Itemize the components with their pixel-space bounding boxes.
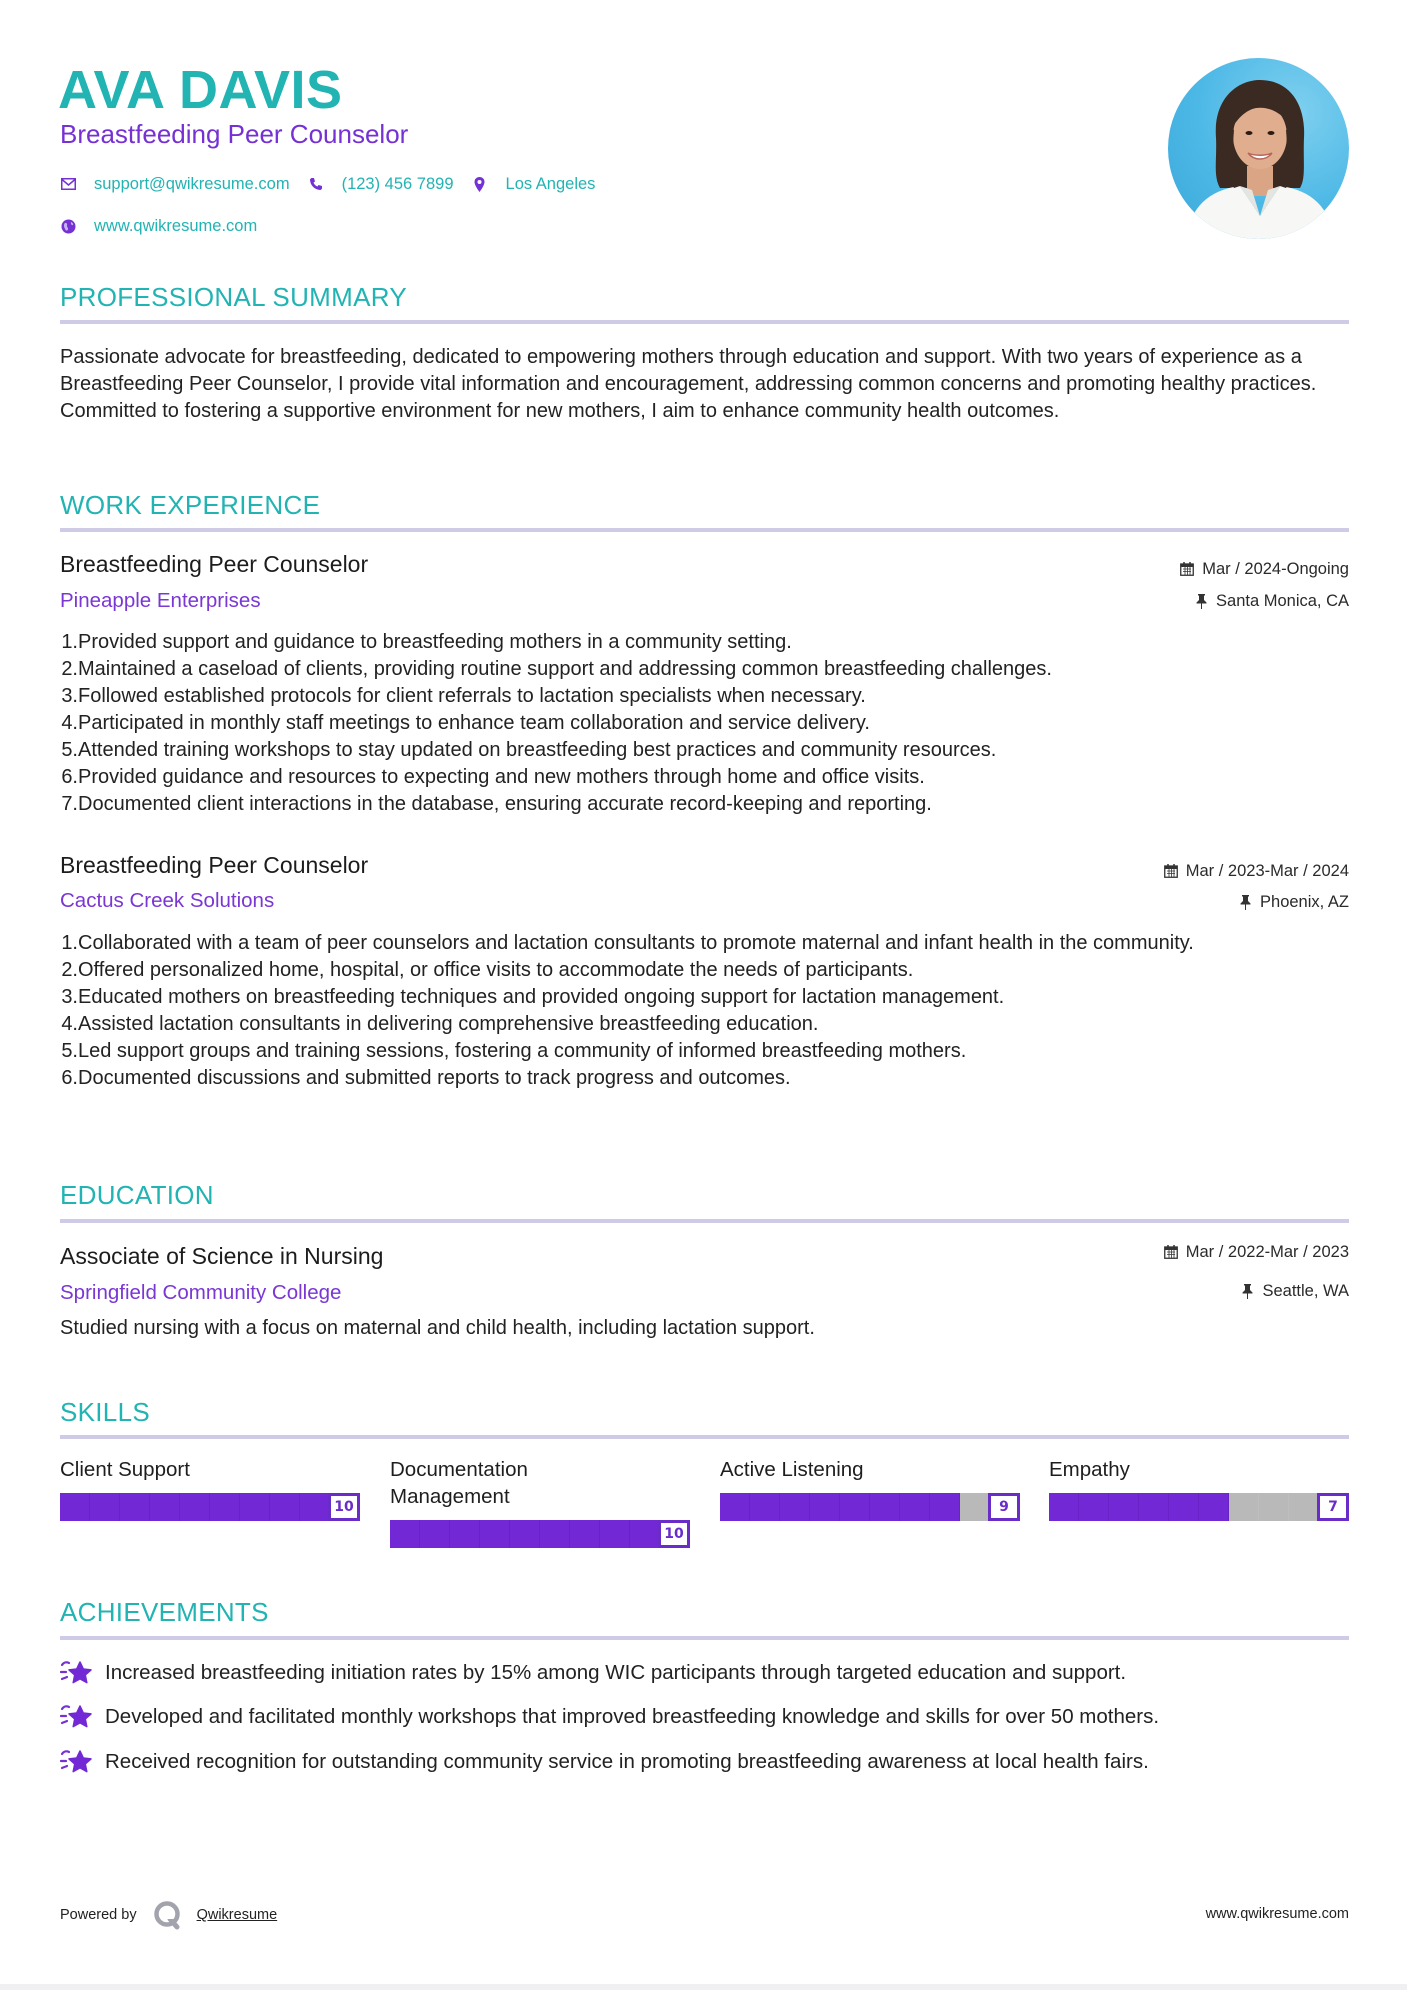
- job-dates-text: Mar / 2023-Mar / 2024: [1185, 862, 1349, 880]
- list-number: 6.: [61, 1067, 78, 1089]
- list-item: [60, 656, 1310, 683]
- job-dates-text: Mar / 2024-Ongoing: [1202, 560, 1349, 578]
- skill-bar-segment: [600, 1520, 630, 1548]
- skill-bar-segment: [180, 1493, 210, 1521]
- calendar-icon: [1164, 864, 1178, 879]
- qwikresume-logo-icon: [153, 1900, 183, 1930]
- skill-item: [1049, 1456, 1349, 1521]
- list-number: 5.: [61, 1040, 78, 1062]
- education-description: Studied nursing with a focus on maternal and child health, including lactation support.: [60, 1317, 815, 1339]
- list-number: 1.: [61, 932, 78, 954]
- contact-row-primary: [60, 173, 613, 195]
- contact-email-text: support@qwikresume.com: [94, 175, 290, 193]
- list-text: Offered personalized home, hospital, or office visits to accommodate the needs of participants.: [78, 959, 914, 981]
- list-item: [60, 764, 1310, 791]
- skill-rating-badge: 10: [328, 1493, 360, 1521]
- portrait-illustration: [1168, 58, 1349, 239]
- list-text: Assisted lactation consultants in delivering comprehensive breastfeeding education.: [78, 1013, 819, 1035]
- skill-bar-segment: [900, 1493, 930, 1521]
- list-number: 2.: [61, 658, 78, 680]
- candidate-name: AVA DAVIS: [58, 60, 343, 120]
- section-title-skills: SKILLS: [60, 1397, 150, 1427]
- skill-bar-segment: [840, 1493, 870, 1521]
- section-divider: [60, 320, 1349, 324]
- skill-bar-segment: [750, 1493, 780, 1521]
- contact-row-secondary: [60, 215, 275, 237]
- list-text: Participated in monthly staff meetings to enhance team collaboration and service delivery.: [78, 712, 870, 734]
- list-text: Followed established protocols for client referrals to lactation specialists when necessary.: [78, 685, 866, 707]
- skill-bar-segment: [510, 1520, 540, 1548]
- qwikresume-link[interactable]: Qwikresume: [196, 1907, 278, 1923]
- education-dates-text: Mar / 2022-Mar / 2023: [1185, 1243, 1349, 1261]
- achievement-text: Developed and facilitated monthly workshops that improved breastfeeding knowledge and skills for over 50 mothers.: [105, 1705, 1160, 1728]
- skill-bar-segment: [390, 1520, 420, 1548]
- summary-text: Passionate advocate for breastfeeding, dedicated to empowering mothers through education and support. With two years of experience as a Breastfeeding Peer Counselor, I provide vital information and encouragement, addressing common concerns and promoting healthy practices. Committed to fostering a supportive environment for new mothers, I aim to enhance community health outcomes.: [60, 346, 1317, 422]
- star-icon: [60, 1703, 92, 1731]
- skill-bar-segment: [570, 1520, 600, 1548]
- skill-bar-segment: [810, 1493, 840, 1521]
- skill-rating-bar: [720, 1493, 1020, 1521]
- education-location: [1240, 1280, 1349, 1302]
- skill-bar-segment: [1049, 1493, 1079, 1521]
- list-item: [60, 791, 1310, 818]
- achievement-item: [60, 1748, 1149, 1776]
- skill-bar-segment: [120, 1493, 150, 1521]
- education-degree: Associate of Science in Nursing: [60, 1243, 384, 1269]
- skill-item: [390, 1456, 690, 1548]
- skill-bar-segment: [630, 1520, 660, 1548]
- list-item: [60, 737, 1310, 764]
- skill-bar-segment: [1259, 1493, 1289, 1521]
- list-number: 1.: [61, 631, 78, 653]
- skill-item: [720, 1456, 1020, 1521]
- calendar-icon: [1180, 562, 1194, 577]
- list-text: Documented discussions and submitted reports to track progress and outcomes.: [78, 1067, 791, 1089]
- candidate-title: Breastfeeding Peer Counselor: [60, 119, 409, 149]
- section-divider: [60, 1219, 1349, 1223]
- list-item: [60, 629, 1310, 656]
- achievement-text: Increased breastfeeding initiation rates by 15% among WIC participants through targeted education and support.: [105, 1661, 1127, 1684]
- education-location-text: Seattle, WA: [1262, 1282, 1349, 1300]
- list-text: Documented client interactions in the database, ensuring accurate record-keeping and reporting.: [78, 793, 932, 815]
- section-divider: [60, 1636, 1349, 1640]
- achievement-item: [60, 1703, 1159, 1731]
- list-text: Maintained a caseload of clients, providing routine support and addressing common breastfeeding challenges.: [78, 658, 1052, 680]
- skill-bar-segment: [1139, 1493, 1169, 1521]
- list-number: 4.: [61, 712, 78, 734]
- job-title: Breastfeeding Peer Counselor: [60, 852, 369, 878]
- job-location: [1238, 891, 1349, 913]
- footer-website[interactable]: www.qwikresume.com: [1205, 1906, 1349, 1922]
- list-item: [60, 1011, 1310, 1038]
- list-number: 5.: [61, 739, 78, 761]
- skill-bar-segment: [450, 1520, 480, 1548]
- education-dates: [1164, 1241, 1349, 1263]
- job-bullets: [60, 930, 1310, 1092]
- skill-bar-segment: [960, 1493, 990, 1521]
- pushpin-icon: [1194, 594, 1208, 609]
- skill-rating-badge: 9: [988, 1493, 1020, 1521]
- section-title-experience: WORK EXPERIENCE: [60, 490, 321, 520]
- skill-label: Documentation Management: [390, 1458, 528, 1508]
- list-number: 2.: [61, 959, 78, 981]
- skill-bar-segment: [720, 1493, 750, 1521]
- skill-bar-segment: [930, 1493, 960, 1521]
- list-text: Educated mothers on breastfeeding techniques and provided ongoing support for lactation management.: [78, 986, 1005, 1008]
- list-text: Provided support and guidance to breastfeeding mothers in a community setting.: [78, 631, 792, 653]
- job-company: Pineapple Enterprises: [60, 589, 261, 612]
- list-item: [60, 984, 1310, 1011]
- skill-bar-segment: [480, 1520, 510, 1548]
- section-title-education: EDUCATION: [60, 1180, 214, 1210]
- contact-location-text: Los Angeles: [505, 175, 596, 193]
- skill-bar-segment: [210, 1493, 240, 1521]
- skill-bar-segment: [1199, 1493, 1229, 1521]
- pushpin-icon: [1238, 895, 1252, 910]
- section-title-achievements: ACHIEVEMENTS: [60, 1597, 269, 1627]
- list-item: [60, 710, 1310, 737]
- list-number: 4.: [61, 1013, 78, 1035]
- phone-icon: [308, 176, 324, 192]
- skill-rating-bar: [390, 1520, 690, 1548]
- skill-bar-segment: [90, 1493, 120, 1521]
- skill-bar-segment: [300, 1493, 330, 1521]
- skill-bar-segment: [1169, 1493, 1199, 1521]
- list-number: 3.: [61, 685, 78, 707]
- calendar-icon: [1164, 1245, 1178, 1260]
- list-text: Led support groups and training sessions, fostering a community of informed breastfeeding mothers.: [78, 1040, 967, 1062]
- skill-bar-segment: [540, 1520, 570, 1548]
- list-number: 6.: [61, 766, 78, 788]
- job-title: Breastfeeding Peer Counselor: [60, 551, 369, 577]
- list-item: [60, 1065, 1310, 1092]
- skill-bar-segment: [420, 1520, 450, 1548]
- contact-phone-text: (123) 456 7899: [341, 175, 454, 193]
- skill-bar-segment: [1289, 1493, 1319, 1521]
- job-location-text: Phoenix, AZ: [1260, 893, 1349, 911]
- list-item: [60, 1038, 1310, 1065]
- list-item: [60, 930, 1310, 957]
- skill-item: [60, 1456, 360, 1521]
- contact-website[interactable]: [60, 215, 257, 237]
- achievement-item: [60, 1659, 1126, 1687]
- contact-phone[interactable]: [308, 173, 454, 195]
- job-company: Cactus Creek Solutions: [60, 889, 275, 912]
- map-marker-icon: [472, 176, 488, 192]
- list-text: Provided guidance and resources to expecting and new mothers through home and office visits.: [78, 766, 925, 788]
- skill-label: Client Support: [60, 1458, 190, 1481]
- job-bullets: [60, 629, 1310, 818]
- skill-label: Active Listening: [720, 1458, 864, 1481]
- list-number: 3.: [61, 986, 78, 1008]
- skill-bar-segment: [150, 1493, 180, 1521]
- education-school: Springfield Community College: [60, 1281, 342, 1304]
- list-item: [60, 683, 1310, 710]
- skill-rating-badge: 7: [1317, 1493, 1349, 1521]
- contact-email[interactable]: [60, 173, 290, 195]
- contact-location: [472, 173, 596, 195]
- star-icon: [60, 1748, 92, 1776]
- globe-icon: [60, 218, 76, 234]
- section-divider: [60, 528, 1349, 532]
- list-text: Attended training workshops to stay updated on breastfeeding best practices and community resources.: [78, 739, 997, 761]
- footer-powered-by: [60, 1900, 277, 1930]
- job-dates: [1164, 860, 1349, 882]
- section-title-summary: PROFESSIONAL SUMMARY: [60, 282, 407, 312]
- skill-bar-segment: [270, 1493, 300, 1521]
- achievement-text: Received recognition for outstanding community service in promoting breastfeeding awareness at local health fairs.: [105, 1750, 1149, 1773]
- skill-bar-segment: [60, 1493, 90, 1521]
- list-number: 7.: [61, 793, 78, 815]
- star-icon: [60, 1659, 92, 1687]
- skill-bar-segment: [1229, 1493, 1259, 1521]
- list-text: Collaborated with a team of peer counselors and lactation consultants to promote maternal and infant health in the community.: [78, 932, 1194, 954]
- job-location: [1194, 590, 1349, 612]
- job-dates: [1180, 558, 1349, 580]
- skill-rating-bar: [60, 1493, 360, 1521]
- skill-bar-segment: [1079, 1493, 1109, 1521]
- job-location-text: Santa Monica, CA: [1216, 592, 1349, 610]
- skill-rating-badge: 10: [658, 1520, 690, 1548]
- skill-label: Empathy: [1049, 1458, 1130, 1481]
- powered-by-label: Powered by: [60, 1907, 137, 1923]
- skill-bar-segment: [870, 1493, 900, 1521]
- list-item: [60, 957, 1310, 984]
- envelope-icon: [60, 176, 76, 192]
- page-bottom-edge: [0, 1984, 1407, 1990]
- skill-bar-segment: [240, 1493, 270, 1521]
- profile-photo: [1168, 58, 1349, 239]
- section-divider: [60, 1435, 1349, 1439]
- contact-website-text: www.qwikresume.com: [94, 217, 258, 235]
- skill-bar-segment: [780, 1493, 810, 1521]
- pushpin-icon: [1240, 1284, 1254, 1299]
- skill-rating-bar: [1049, 1493, 1349, 1521]
- skill-bar-segment: [1109, 1493, 1139, 1521]
